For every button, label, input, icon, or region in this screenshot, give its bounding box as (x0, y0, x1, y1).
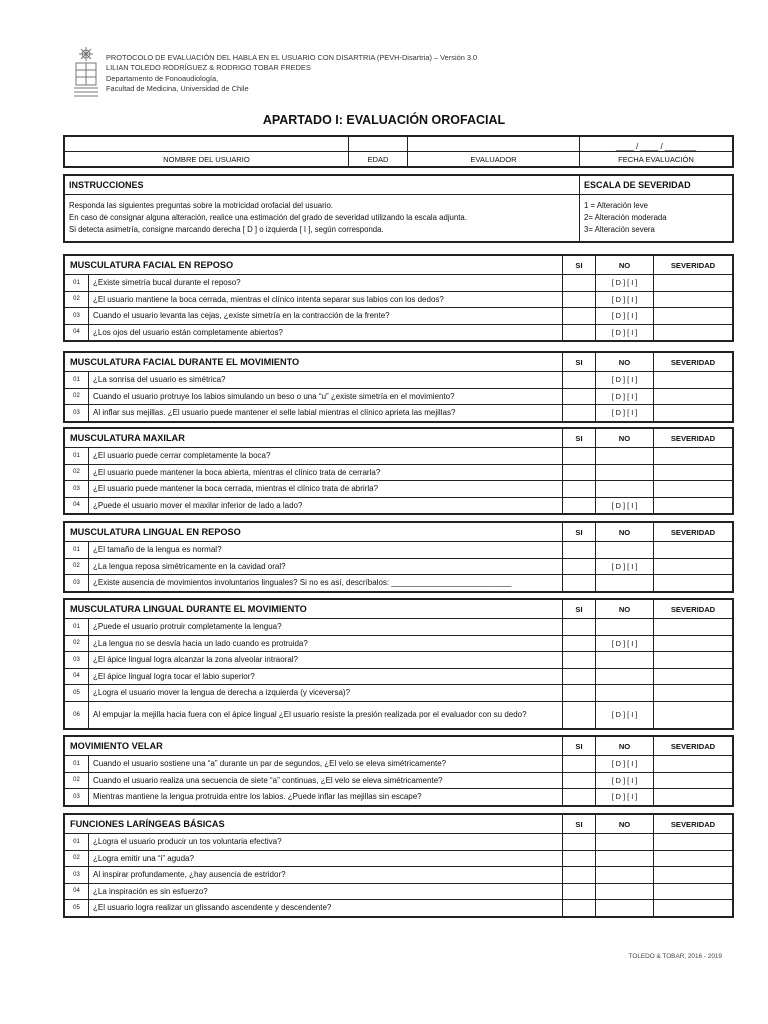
question-number: 05 (65, 900, 89, 917)
question-text: Al empujar la mejilla hacia fuera con el ápice lingual ¿El usuario resiste la presión realizada por el evaluador con su dedo? (89, 701, 563, 728)
age-label: EDAD (349, 152, 408, 167)
question-number: 01 (65, 542, 89, 559)
question-number: 02 (65, 772, 89, 789)
question-number: 03 (65, 652, 89, 669)
answer-yes-cell[interactable] (563, 867, 596, 884)
answer-no-cell[interactable]: [ D ] [ I ] (596, 405, 654, 422)
answer-no-cell[interactable] (596, 652, 654, 669)
col-severity-header: SEVERIDAD (654, 737, 733, 756)
question-number: 01 (65, 834, 89, 851)
severity-scale (580, 195, 733, 242)
answer-no-cell[interactable]: [ D ] [ I ] (596, 291, 654, 308)
footer-credit: TOLEDO & TOBAR, 2016 - 2019 (628, 953, 722, 960)
question-number: 05 (65, 685, 89, 702)
question-row (65, 575, 733, 592)
question-number: 02 (65, 464, 89, 481)
severity-cell[interactable] (654, 324, 733, 341)
evaluator-label: EVALUADOR (408, 152, 580, 167)
col-severity-header: SEVERIDAD (654, 353, 733, 372)
department: Departamento de Fonoaudiología, (106, 73, 219, 83)
section-header-row (65, 815, 733, 834)
question-row (65, 324, 733, 341)
col-severity-header: SEVERIDAD (654, 600, 733, 619)
question-row (65, 668, 733, 685)
section-header-row (65, 256, 733, 275)
question-text: ¿El ápice lingual logra alcanzar la zona alveolar intraoral? (89, 652, 563, 669)
answer-yes-cell[interactable] (563, 405, 596, 422)
col-yes-header: SI (563, 815, 596, 834)
col-severity-header: SEVERIDAD (654, 523, 733, 542)
severity-cell[interactable] (654, 308, 733, 325)
severity-cell[interactable] (654, 789, 733, 806)
answer-yes-cell[interactable] (563, 575, 596, 592)
answer-yes-cell[interactable] (563, 701, 596, 728)
severity-cell[interactable] (654, 388, 733, 405)
severity-cell[interactable] (654, 464, 733, 481)
section-title: MUSCULATURA FACIAL EN REPOSO (65, 256, 563, 275)
date-label: FECHA EVALUACIÓN (580, 152, 733, 167)
col-severity-header: SEVERIDAD (654, 815, 733, 834)
question-text: Al inflar sus mejillas. ¿El usuario puede mantener el selle labial mientras el clínico aprieta las mejillas? (89, 405, 563, 422)
question-number: 03 (65, 867, 89, 884)
answer-no-cell[interactable] (596, 619, 654, 636)
question-text: ¿Logra emitir una “i” aguda? (89, 850, 563, 867)
severity-cell[interactable] (654, 867, 733, 884)
question-row (65, 652, 733, 669)
section-header-row (65, 429, 733, 448)
severity-cell[interactable] (654, 405, 733, 422)
question-row (65, 635, 733, 652)
instructions-text (65, 195, 580, 242)
col-no-header: NO (596, 737, 654, 756)
answer-yes-cell[interactable] (563, 324, 596, 341)
question-row (65, 772, 733, 789)
section-table (64, 255, 733, 341)
question-number: 01 (65, 275, 89, 292)
severity-cell[interactable] (654, 619, 733, 636)
question-row (65, 756, 733, 773)
severity-cell[interactable] (654, 575, 733, 592)
question-number: 03 (65, 481, 89, 498)
severity-cell[interactable] (654, 558, 733, 575)
section-table (64, 814, 733, 917)
severity-cell[interactable] (654, 275, 733, 292)
question-text: ¿Logra el usuario mover la lengua de derecha a izquierda (y viceversa)? (89, 685, 563, 702)
faculty: Facultad de Medicina, Universidad de Chile (106, 84, 249, 94)
question-row (65, 834, 733, 851)
authors: LILIAN TOLEDO RODRÍGUEZ & RODRIGO TOBAR FREDES (106, 63, 311, 73)
severity-scale-heading: ESCALA DE SEVERIDAD (580, 176, 733, 195)
section-table (64, 599, 733, 729)
question-number: 02 (65, 388, 89, 405)
question-text: Al inspirar profundamente, ¿hay ausencia de estridor? (89, 867, 563, 884)
question-row (65, 405, 733, 422)
question-text: ¿El tamaño de la lengua es normal? (89, 542, 563, 559)
question-text: Mientras mantiene la lengua protruida entre los labios. ¿Puede inflar las mejillas sin escape? (89, 789, 563, 806)
page-title: APARTADO I: EVALUACIÓN OROFACIAL (262, 113, 506, 127)
answer-no-cell[interactable] (596, 867, 654, 884)
answer-yes-cell[interactable] (563, 883, 596, 900)
answer-yes-cell[interactable] (563, 448, 596, 465)
question-number: 04 (65, 497, 89, 514)
col-yes-header: SI (563, 523, 596, 542)
question-number: 02 (65, 291, 89, 308)
answer-yes-cell[interactable] (563, 668, 596, 685)
section-title: MUSCULATURA LINGUAL DURANTE EL MOVIMIENTO (65, 600, 563, 619)
section-title: MUSCULATURA FACIAL DURANTE EL MOVIMIENTO (65, 353, 563, 372)
question-number: 01 (65, 372, 89, 389)
col-yes-header: SI (563, 353, 596, 372)
section-table (64, 522, 733, 592)
question-number: 04 (65, 324, 89, 341)
col-no-header: NO (596, 815, 654, 834)
answer-no-cell[interactable]: [ D ] [ I ] (596, 558, 654, 575)
severity-cell[interactable] (654, 497, 733, 514)
question-row (65, 701, 733, 728)
question-text: ¿Existe simetría bucal durante el reposo? (89, 275, 563, 292)
question-number: 03 (65, 308, 89, 325)
answer-yes-cell[interactable] (563, 834, 596, 851)
section-title: FUNCIONES LARÍNGEAS BÁSICAS (65, 815, 563, 834)
question-number: 01 (65, 448, 89, 465)
col-yes-header: SI (563, 600, 596, 619)
severity-cell[interactable] (654, 900, 733, 917)
severity-cell[interactable] (654, 701, 733, 728)
question-row (65, 850, 733, 867)
answer-no-cell[interactable] (596, 448, 654, 465)
col-severity-header: SEVERIDAD (654, 256, 733, 275)
answer-yes-cell[interactable] (563, 275, 596, 292)
answer-yes-cell[interactable] (563, 850, 596, 867)
severity-cell[interactable] (654, 291, 733, 308)
answer-no-cell[interactable]: [ D ] [ I ] (596, 275, 654, 292)
answer-no-cell[interactable]: [ D ] [ I ] (596, 789, 654, 806)
answer-yes-cell[interactable] (563, 685, 596, 702)
answer-yes-cell[interactable] (563, 619, 596, 636)
instruction-line: En caso de consignar alguna alteración, realice una estimación del grado de severidad utilizando la escala adjunta. (69, 213, 467, 222)
answer-no-cell[interactable] (596, 834, 654, 851)
severity-cell[interactable] (654, 883, 733, 900)
answer-no-cell[interactable] (596, 883, 654, 900)
scale-item: 2= Alteración moderada (584, 213, 667, 222)
question-text: ¿El usuario logra realizar un glissando ascendente y descendente? (89, 900, 563, 917)
answer-yes-cell[interactable] (563, 635, 596, 652)
answer-yes-cell[interactable] (563, 372, 596, 389)
question-text: Cuando el usuario sostiene una “a” durante un par de segundos, ¿El velo se eleva simétricamente? (89, 756, 563, 773)
question-text: ¿Puede el usuario mover el maxilar inferior de lado a lado? (89, 497, 563, 514)
question-text: ¿Existe ausencia de movimientos involuntarios linguales? Si no es así, descríbalos: ___________________________ (89, 575, 563, 592)
answer-yes-cell[interactable] (563, 388, 596, 405)
section-table (64, 352, 733, 422)
severity-cell[interactable] (654, 685, 733, 702)
col-no-header: NO (596, 600, 654, 619)
question-row (65, 308, 733, 325)
severity-cell[interactable] (654, 772, 733, 789)
question-number: 06 (65, 701, 89, 728)
question-row (65, 558, 733, 575)
question-number: 02 (65, 635, 89, 652)
question-text: ¿La inspiración es sin esfuerzo? (89, 883, 563, 900)
question-text: Cuando el usuario realiza una secuencia de siete “a” continuas, ¿El velo se eleva simétricamente? (89, 772, 563, 789)
answer-yes-cell[interactable] (563, 558, 596, 575)
section-title: MUSCULATURA LINGUAL EN REPOSO (65, 523, 563, 542)
question-number: 02 (65, 558, 89, 575)
answer-yes-cell[interactable] (563, 497, 596, 514)
question-row (65, 497, 733, 514)
answer-no-cell[interactable] (596, 685, 654, 702)
question-text: Cuando el usuario protruye los labios simulando un beso o una “u” ¿existe simetría en el movimiento? (89, 388, 563, 405)
scale-item: 1 = Alteración leve (584, 201, 648, 210)
answer-no-cell[interactable] (596, 900, 654, 917)
question-row (65, 464, 733, 481)
answer-no-cell[interactable]: [ D ] [ I ] (596, 388, 654, 405)
question-row (65, 291, 733, 308)
question-row (65, 372, 733, 389)
answer-no-cell[interactable] (596, 481, 654, 498)
severity-cell[interactable] (654, 756, 733, 773)
section-header-row (65, 737, 733, 756)
name-input-cell[interactable] (65, 137, 349, 152)
user-info-table (64, 136, 733, 167)
university-logo (73, 46, 99, 98)
scale-item: 3= Alteración severa (584, 225, 655, 234)
severity-cell[interactable] (654, 481, 733, 498)
answer-no-cell[interactable] (596, 575, 654, 592)
instruction-line: Responda las siguientes preguntas sobre la motricidad orofacial del usuario. (69, 201, 333, 210)
question-row (65, 481, 733, 498)
question-number: 03 (65, 575, 89, 592)
question-row (65, 542, 733, 559)
answer-yes-cell[interactable] (563, 291, 596, 308)
question-row (65, 388, 733, 405)
question-text: ¿El usuario mantiene la boca cerrada, mientras el clínico intenta separar sus labios con los dedos? (89, 291, 563, 308)
document-header (73, 46, 713, 100)
answer-no-cell[interactable] (596, 542, 654, 559)
question-number: 02 (65, 850, 89, 867)
question-row (65, 867, 733, 884)
question-text: ¿El ápice lingual logra tocar el labio superior? (89, 668, 563, 685)
answer-no-cell[interactable]: [ D ] [ I ] (596, 372, 654, 389)
severity-cell[interactable] (654, 542, 733, 559)
question-text: ¿Logra el usuario producir un tos voluntaria efectiva? (89, 834, 563, 851)
question-text: ¿El usuario puede mantener la boca abierta, mientras el clínico trata de cerrarla? (89, 464, 563, 481)
age-input-cell[interactable] (349, 137, 408, 152)
question-row (65, 619, 733, 636)
question-row (65, 900, 733, 917)
answer-no-cell[interactable]: [ D ] [ I ] (596, 308, 654, 325)
col-yes-header: SI (563, 737, 596, 756)
question-text: ¿Los ojos del usuario están completamente abiertos? (89, 324, 563, 341)
question-text: ¿La lengua reposa simétricamente en la cavidad oral? (89, 558, 563, 575)
question-row (65, 275, 733, 292)
answer-no-cell[interactable]: [ D ] [ I ] (596, 756, 654, 773)
col-no-header: NO (596, 353, 654, 372)
name-label: NOMBRE DEL USUARIO (65, 152, 349, 167)
answer-yes-cell[interactable] (563, 652, 596, 669)
answer-yes-cell[interactable] (563, 789, 596, 806)
answer-yes-cell[interactable] (563, 464, 596, 481)
question-row (65, 789, 733, 806)
answer-yes-cell[interactable] (563, 542, 596, 559)
answer-no-cell[interactable]: [ D ] [ I ] (596, 497, 654, 514)
answer-yes-cell[interactable] (563, 756, 596, 773)
answer-no-cell[interactable] (596, 464, 654, 481)
col-no-header: NO (596, 429, 654, 448)
question-number: 03 (65, 789, 89, 806)
question-number: 01 (65, 619, 89, 636)
question-number: 04 (65, 883, 89, 900)
col-no-header: NO (596, 256, 654, 275)
severity-cell[interactable] (654, 448, 733, 465)
col-no-header: NO (596, 523, 654, 542)
section-title: MOVIMIENTO VELAR (65, 737, 563, 756)
answer-yes-cell[interactable] (563, 772, 596, 789)
question-text: ¿El usuario puede cerrar completamente la boca? (89, 448, 563, 465)
section-header-row (65, 523, 733, 542)
question-text: ¿Puede el usuario protruir completamente la lengua? (89, 619, 563, 636)
instruction-line: Si detecta asimetría, consigne marcando derecha [ D ] o izquierda [ I ], según corresponda. (69, 225, 384, 234)
answer-yes-cell[interactable] (563, 481, 596, 498)
answer-no-cell[interactable]: [ D ] [ I ] (596, 772, 654, 789)
question-row (65, 685, 733, 702)
question-row (65, 448, 733, 465)
question-text: ¿La sonrisa del usuario es simétrica? (89, 372, 563, 389)
section-table (64, 736, 733, 806)
date-input-cell[interactable]: ____ / ____ / _______ (580, 137, 733, 152)
question-number: 04 (65, 668, 89, 685)
question-text: Cuando el usuario levanta las cejas, ¿existe simetría en la contracción de la frente? (89, 308, 563, 325)
answer-no-cell[interactable]: [ D ] [ I ] (596, 635, 654, 652)
question-row (65, 883, 733, 900)
severity-cell[interactable] (654, 668, 733, 685)
protocol-title: PROTOCOLO DE EVALUACIÓN DEL HABLA EN EL USUARIO CON DISARTRIA (PEVH-Disartria) – Versión 3.0 (106, 53, 478, 62)
answer-yes-cell[interactable] (563, 900, 596, 917)
answer-no-cell[interactable] (596, 850, 654, 867)
severity-cell[interactable] (654, 652, 733, 669)
question-text: ¿El usuario puede mantener la boca cerrada, mientras el clínico trata de abrirla? (89, 481, 563, 498)
instructions-table (64, 175, 733, 242)
evaluator-input-cell[interactable] (408, 137, 580, 152)
answer-no-cell[interactable]: [ D ] [ I ] (596, 324, 654, 341)
severity-cell[interactable] (654, 834, 733, 851)
section-header-row (65, 353, 733, 372)
answer-yes-cell[interactable] (563, 308, 596, 325)
instructions-heading: INSTRUCCIONES (65, 176, 580, 195)
col-severity-header: SEVERIDAD (654, 429, 733, 448)
section-header-row (65, 600, 733, 619)
severity-cell[interactable] (654, 372, 733, 389)
col-yes-header: SI (563, 256, 596, 275)
section-title: MUSCULATURA MAXILAR (65, 429, 563, 448)
question-text: ¿La lengua no se desvía hacia un lado cuando es protruida? (89, 635, 563, 652)
severity-cell[interactable] (654, 850, 733, 867)
section-table (64, 428, 733, 514)
question-number: 03 (65, 405, 89, 422)
col-yes-header: SI (563, 429, 596, 448)
answer-no-cell[interactable] (596, 668, 654, 685)
question-number: 01 (65, 756, 89, 773)
answer-no-cell[interactable]: [ D ] [ I ] (596, 701, 654, 728)
severity-cell[interactable] (654, 635, 733, 652)
